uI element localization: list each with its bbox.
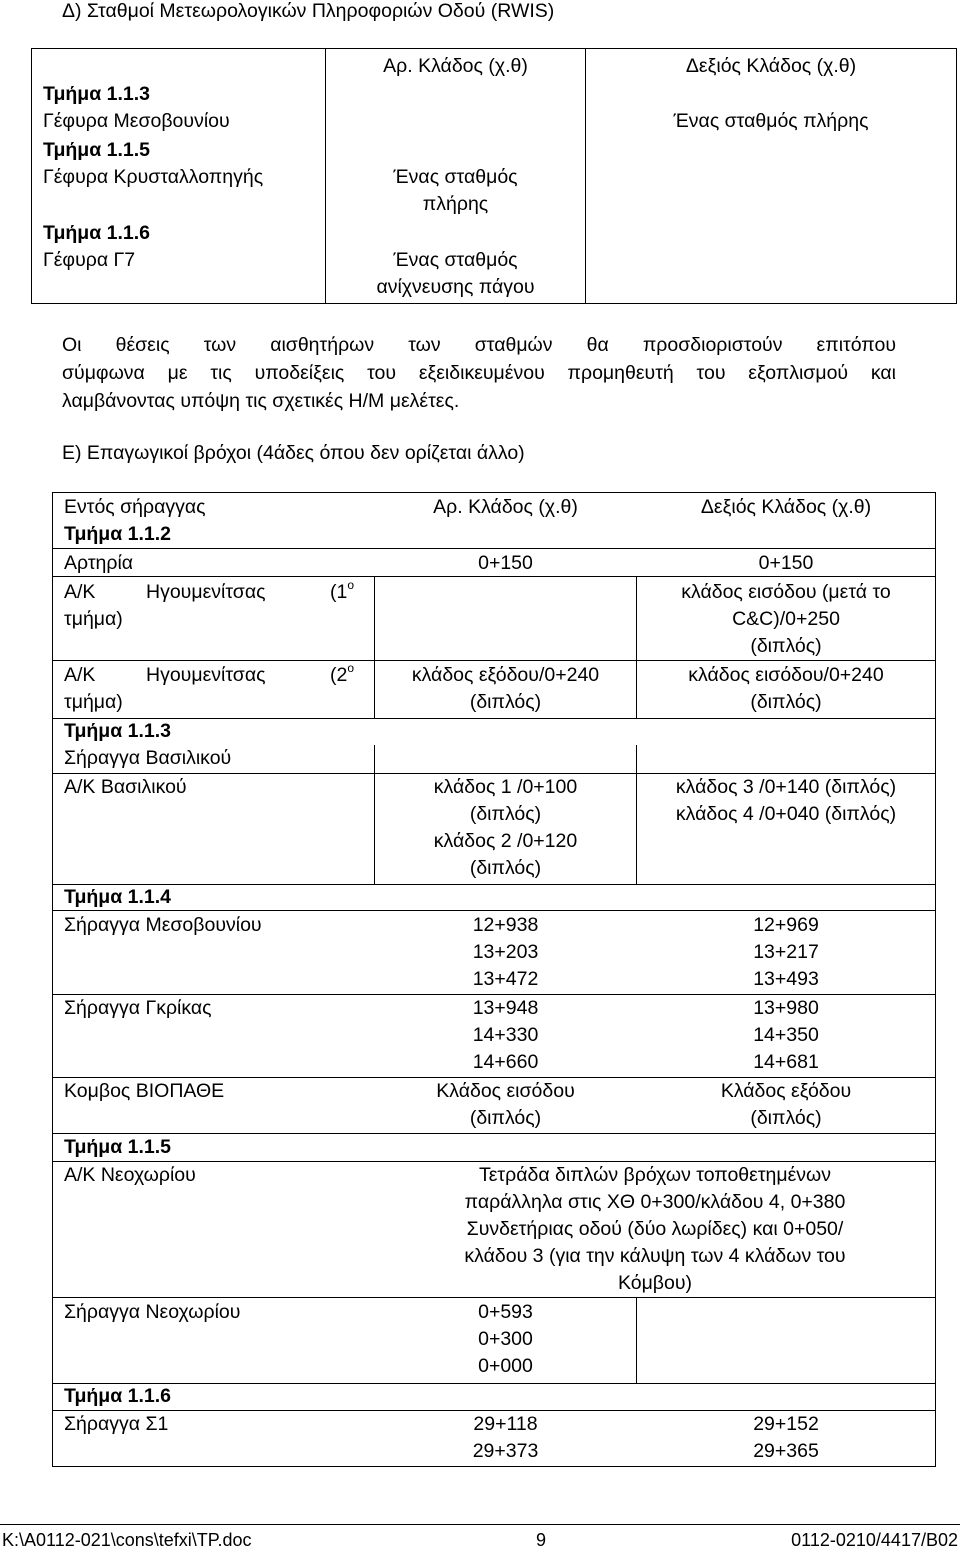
grik-left: 14+330 xyxy=(472,1024,539,1046)
komvos-right: (διπλός) xyxy=(750,1107,822,1129)
neo-text: Κόμβου) xyxy=(617,1272,693,1294)
s1-right: 29+152 xyxy=(753,1413,819,1435)
vas-left: (διπλός) xyxy=(469,803,542,825)
grik-left: 14+660 xyxy=(472,1051,539,1073)
rwis-tmima-116: Τμήμα 1.1.6 xyxy=(43,222,151,244)
row-sir-mes-label: Σήραγγα Μεσοβουνίου xyxy=(64,914,262,936)
loops-tmima-115: Τμήμα 1.1.5 xyxy=(64,1136,172,1158)
ak1-label: Α/Κ xyxy=(64,581,96,603)
loops-col-location: Εντός σήραγγας xyxy=(64,496,206,518)
grik-right: 13+980 xyxy=(753,997,819,1019)
vas-right: κλάδος 4 /0+040 (διπλός) xyxy=(675,803,897,825)
ak1-label: ($1^o$ xyxy=(330,578,355,603)
vas-left: κλάδος 1 /0+100 xyxy=(433,776,578,798)
rwis-place-krystallopigis: Γέφυρα Κρυσταλλοπηγής xyxy=(43,166,264,188)
rwis-cell-left: πλήρης xyxy=(422,193,489,215)
mes-right: 13+493 xyxy=(753,968,819,990)
mes-right: 13+217 xyxy=(753,941,819,963)
s1-left: 29+118 xyxy=(473,1413,538,1435)
mes-left: 13+472 xyxy=(472,968,539,990)
komvos-left: Κλάδος εισόδου xyxy=(436,1080,575,1102)
mes-left: 13+203 xyxy=(472,941,539,963)
ak2-right: (διπλός) xyxy=(750,691,822,713)
row-sir-s1-label: Σήραγγα Σ1 xyxy=(64,1413,169,1435)
ak2-left: κλάδος εξόδου/0+240 xyxy=(411,664,600,686)
neo-text: Συνδετήριας οδού (δύο λωρίδες) και 0+050/ xyxy=(466,1218,844,1240)
loops-tmima-114: Τμήμα 1.1.4 xyxy=(64,886,172,908)
rwis-col-left-header: Αρ. Κλάδος (χ.θ) xyxy=(383,55,528,77)
loops-col-right: Δεξιός Κλάδος (χ.θ) xyxy=(700,496,872,518)
neo-left: 0+000 xyxy=(478,1355,533,1377)
ak1-right: C&C)/0+250 xyxy=(732,608,840,630)
ak1-right: (διπλός) xyxy=(750,635,822,657)
neo-left: 0+593 xyxy=(478,1301,533,1323)
vas-left: (διπλός) xyxy=(469,857,542,879)
ak2-left: (διπλός) xyxy=(469,691,542,713)
ak1-right: κλάδος εισόδου (μετά το xyxy=(681,581,891,603)
row-ak-neo-label: Α/Κ Νεοχωρίου xyxy=(64,1164,196,1186)
mes-right: 12+969 xyxy=(753,914,819,936)
paragraph-line: λαμβάνοντας υπόψη τις σχετικές Η/Μ μελέτες. xyxy=(62,390,460,412)
s1-right: 29+365 xyxy=(753,1440,819,1462)
rwis-cell-left: Ένας σταθμός xyxy=(393,249,518,271)
vas-right: κλάδος 3 /0+140 (διπλός) xyxy=(675,776,897,798)
neo-text: Τετράδα διπλών βρόχων τοποθετημένων xyxy=(478,1164,832,1186)
rwis-tmima-113: Τμήμα 1.1.3 xyxy=(43,83,151,105)
komvos-left: (διπλός) xyxy=(469,1107,542,1129)
neo-left: 0+300 xyxy=(478,1328,533,1350)
row-artiria-right: 0+150 xyxy=(758,552,814,574)
footer-page-number: 9 xyxy=(536,1530,547,1550)
s1-left: 29+373 xyxy=(472,1440,539,1462)
row-sir-grik-label: Σήραγγα Γκρίκας xyxy=(64,997,212,1019)
rwis-cell-left: ανίχνευσης πάγου xyxy=(376,276,535,298)
loops-col-left: Αρ. Κλάδος (χ.θ) xyxy=(433,496,578,518)
row-artiria-left: 0+150 xyxy=(478,552,533,574)
row-sir-neo-label: Σήραγγα Νεοχωρίου xyxy=(64,1301,241,1323)
rwis-cell-right: Ένας σταθμός πλήρης xyxy=(673,110,869,132)
neo-text: παράλληλα στις ΧΘ 0+300/κλάδου 4, 0+380 xyxy=(464,1191,846,1213)
loops-tmima-113: Τμήμα 1.1.3 xyxy=(64,720,172,742)
komvos-right: Κλάδος εξόδου xyxy=(720,1080,852,1102)
rwis-cell-left: Ένας σταθμός xyxy=(393,166,518,188)
row-artiria-label: Αρτηρία xyxy=(64,552,134,574)
section-d-heading: Δ) Σταθμοί Μετεωρολογικών Πληροφοριών Οδού (RWIS) xyxy=(62,0,555,22)
vas-left: κλάδος 2 /0+120 xyxy=(433,830,578,852)
rwis-col-right-header: Δεξιός Κλάδος (χ.θ) xyxy=(685,55,857,77)
row-sir-vas-label: Σήραγγα Βασιλικού xyxy=(64,747,232,769)
row-komvos-label: Κομβος ΒΙΟΠΑΘΕ xyxy=(64,1080,225,1102)
ak2-label: ($2^o$ xyxy=(330,661,355,686)
ak1-label: Ηγουμενίτσας xyxy=(146,581,266,603)
ak2-label: Α/Κ xyxy=(64,664,96,686)
paragraph-line: Οι θέσεις των αισθητήρων των σταθμών θα προσδιοριστούν επιτόπου xyxy=(62,334,896,356)
footer-path: K:\A0112-021\cons\tefxi\TP.doc xyxy=(2,1530,252,1550)
grik-left: 13+948 xyxy=(472,997,539,1019)
loops-tmima-112: Τμήμα 1.1.2 xyxy=(64,523,172,545)
ak1-label: τμήμα) xyxy=(64,608,123,630)
mes-left: 12+938 xyxy=(472,914,539,936)
paragraph-line: σύμφωνα με τις υποδείξεις του εξειδικευμένου προμηθευτή του εξοπλισμού και xyxy=(62,362,896,384)
section-e-heading: Ε) Επαγωγικοί βρόχοι (4άδες όπου δεν ορίζεται άλλο) xyxy=(62,442,525,464)
rwis-place-mesovouniou: Γέφυρα Μεσοβουνίου xyxy=(43,110,230,132)
row-ak-vas-label: Α/Κ Βασιλικού xyxy=(64,776,187,798)
rwis-tmima-115: Τμήμα 1.1.5 xyxy=(43,139,151,161)
footer-code: 0112-0210/4417/B02 xyxy=(791,1530,958,1550)
neo-text: κλάδου 3 (για την κάλυψη των 4 κλάδων του xyxy=(464,1245,846,1267)
grik-right: 14+350 xyxy=(753,1024,819,1046)
ak2-label: τμήμα) xyxy=(64,691,123,713)
ak2-right: κλάδος εισόδου/0+240 xyxy=(688,664,884,686)
grik-right: 14+681 xyxy=(753,1051,819,1073)
ak2-label: Ηγουμενίτσας xyxy=(146,664,266,686)
rwis-place-g7: Γέφυρα Γ7 xyxy=(43,249,136,271)
loops-tmima-116: Τμήμα 1.1.6 xyxy=(64,1385,172,1407)
